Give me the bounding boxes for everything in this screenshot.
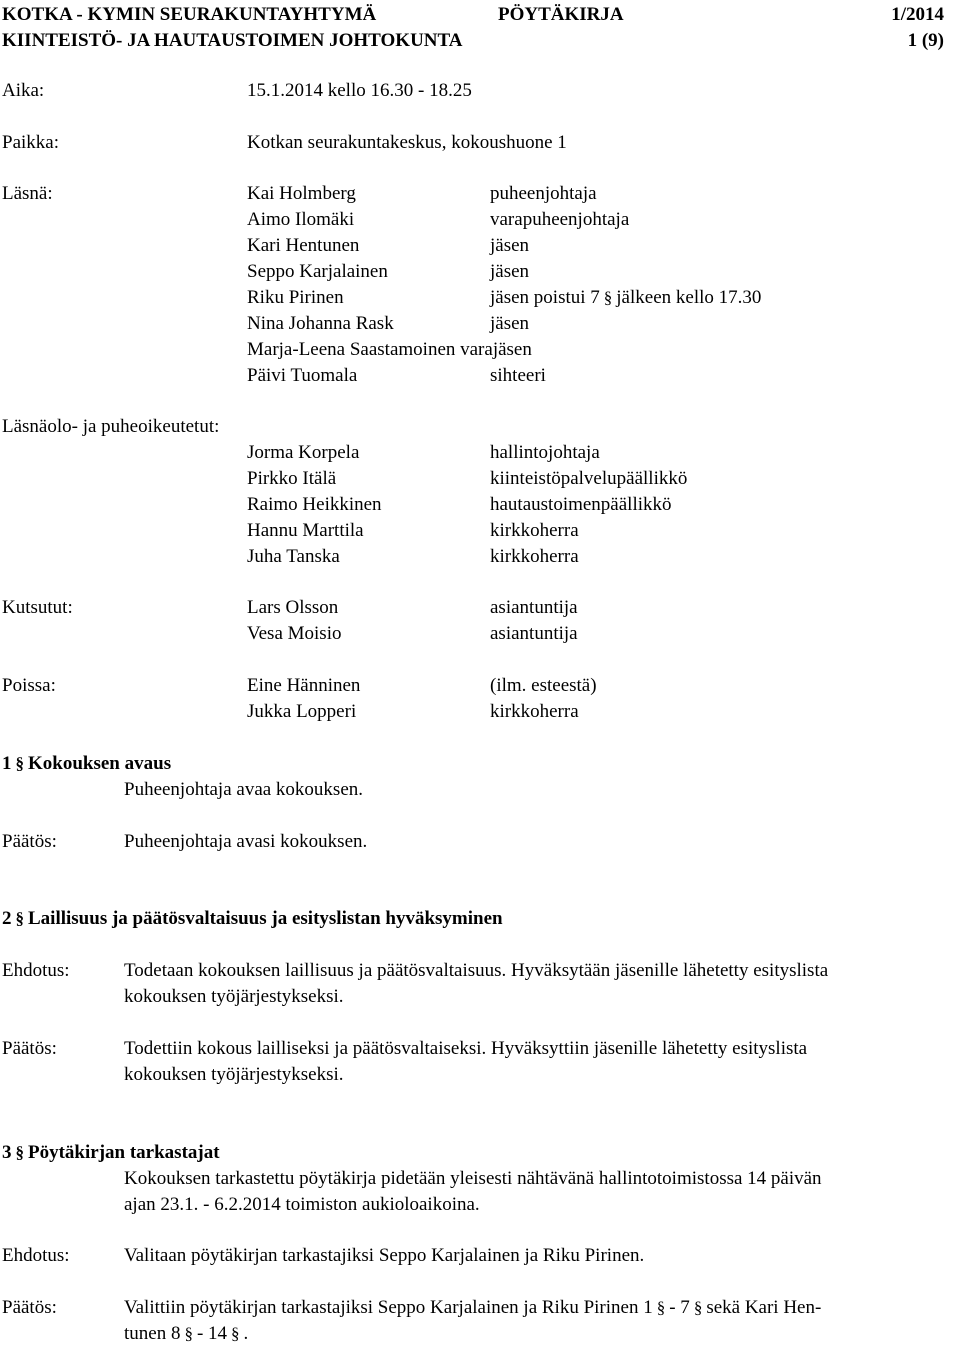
decision-text: sekä Kari Hen-: [706, 1297, 822, 1318]
attendee-role-note: [490, 285, 761, 311]
section-2-decision-line-2: kokouksen työjärjestykseksi.: [124, 1064, 344, 1085]
section-symbol: §: [15, 754, 24, 773]
header-doc-type: PÖYTÄKIRJA: [498, 4, 624, 25]
section-1-heading: [2, 751, 171, 777]
paikka-label: Paikka:: [2, 132, 59, 153]
section-number: 1: [2, 753, 12, 774]
section-2-proposal-line-2: kokouksen työjärjestykseksi.: [124, 986, 344, 1007]
header-org: KOTKA - KYMIN SEURAKUNTAYHTYMÄ: [2, 4, 377, 25]
attendee-name: Nina Johanna Rask: [247, 313, 394, 334]
section-symbol: §: [15, 1143, 24, 1162]
ehdotus-label: Ehdotus:: [2, 960, 70, 981]
absent-name: Jukka Lopperi: [247, 701, 357, 722]
attendee-name: Riku Pirinen: [247, 287, 344, 308]
participant-name: Raimo Heikkinen: [247, 494, 382, 515]
decision-text: Valittiin pöytäkirjan tarkastajiksi Seppo Karjalainen ja Riku Pirinen 1: [124, 1297, 653, 1318]
participant-role: kirkkoherra: [490, 546, 579, 567]
header-issue: 1/2014: [891, 4, 944, 25]
decision-text: - 14: [196, 1323, 228, 1344]
section-3-text-line-1: Kokouksen tarkastettu pöytäkirja pidetään yleisesti nähtävänä hallintotoimistossa 14 päivän: [124, 1168, 822, 1189]
attendee-name: Päivi Tuomala: [247, 365, 358, 386]
participant-name: Hannu Marttila: [247, 520, 364, 541]
section-title: Pöytäkirjan tarkastajat: [28, 1142, 220, 1163]
decision-text: tunen 8: [124, 1323, 181, 1344]
participant-name: Juha Tanska: [247, 546, 340, 567]
participant-role: hallintojohtaja: [490, 442, 600, 463]
attendee-role: jäsen: [490, 261, 530, 282]
section-symbol: §: [603, 288, 613, 307]
attendee-name: Aimo Ilomäki: [247, 209, 355, 230]
attendee-role: jäsen poistui 7: [490, 287, 600, 308]
paatos-label: Päätös:: [2, 1038, 57, 1059]
header-board: KIINTEISTÖ- JA HAUTAUSTOIMEN JOHTOKUNTA: [2, 30, 463, 51]
section-number: 3: [2, 1142, 12, 1163]
absent-note: (ilm. esteestä): [490, 675, 597, 696]
section-symbol: §: [231, 1324, 240, 1343]
paatos-label: Päätös:: [2, 831, 57, 852]
section-title: Kokouksen avaus: [28, 753, 172, 774]
absent-name: Eine Hänninen: [247, 675, 361, 696]
section-number: 2: [2, 908, 12, 929]
section-symbol: §: [693, 1298, 703, 1317]
guest-name: Vesa Moisio: [247, 623, 342, 644]
section-2-decision-line-1: Todettiin kokous lailliseksi ja päätösvaltaiseksi. Hyväksyttiin jäsenille lähetetty esityslista: [124, 1038, 808, 1059]
aika-label: Aika:: [2, 80, 45, 101]
section-symbol: §: [184, 1324, 193, 1343]
section-symbol: §: [656, 1298, 666, 1317]
attendee-name: Seppo Karjalainen: [247, 261, 388, 282]
attendee-name: Kari Hentunen: [247, 235, 360, 256]
attendee-role-after: jälkeen kello 17.30: [616, 287, 762, 308]
attendee-role: jäsen: [490, 235, 530, 256]
paikka-value: Kotkan seurakuntakeskus, kokoushuone 1: [247, 132, 567, 153]
attendee-role: sihteeri: [490, 365, 546, 386]
participant-name: Jorma Korpela: [247, 442, 360, 463]
attendee-role: puheenjohtaja: [490, 183, 597, 204]
attendee-name: Kai Holmberg: [247, 183, 356, 204]
section-2-proposal-line-1: Todetaan kokouksen laillisuus ja päätösvaltaisuus. Hyväksytään jäsenille lähetetty esityslista: [124, 960, 829, 981]
kutsutut-label: Kutsutut:: [2, 597, 73, 618]
section-3-decision-line-2: [124, 1321, 248, 1347]
section-2-heading: [2, 906, 503, 932]
aika-value: 15.1.2014 kello 16.30 - 18.25: [247, 80, 472, 101]
lasnaolo-label: Läsnäolo- ja puheoikeutetut:: [2, 416, 220, 437]
section-3-text-line-2: ajan 23.1. - 6.2.2014 toimiston aukioloaikoina.: [124, 1194, 480, 1215]
section-symbol: §: [15, 909, 24, 928]
section-3-proposal: Valitaan pöytäkirjan tarkastajiksi Seppo Karjalainen ja Riku Pirinen.: [124, 1245, 645, 1266]
guest-role: asiantuntija: [490, 597, 578, 618]
paatos-label: Päätös:: [2, 1297, 57, 1318]
section-3-heading: [2, 1140, 220, 1166]
section-title: Laillisuus ja päätösvaltaisuus ja esityslistan hyväksyminen: [28, 908, 503, 929]
attendee-role: varapuheenjohtaja: [490, 209, 630, 230]
decision-text: .: [243, 1323, 249, 1344]
guest-role: asiantuntija: [490, 623, 578, 644]
ehdotus-label: Ehdotus:: [2, 1245, 70, 1266]
lasna-label: Läsnä:: [2, 183, 53, 204]
header-page-number: 1 (9): [907, 30, 944, 51]
participant-role: kirkkoherra: [490, 520, 579, 541]
guest-name: Lars Olsson: [247, 597, 339, 618]
absent-note: kirkkoherra: [490, 701, 579, 722]
participant-name: Pirkko Itälä: [247, 468, 337, 489]
section-3-decision-line-1: [124, 1295, 821, 1321]
attendee-name: Marja-Leena Saastamoinen varajäsen: [247, 339, 532, 360]
attendee-role: jäsen: [490, 313, 530, 334]
section-1-decision: Puheenjohtaja avasi kokouksen.: [124, 831, 368, 852]
participant-role: hautaustoimenpäällikkö: [490, 494, 672, 515]
section-1-text: Puheenjohtaja avaa kokouksen.: [124, 779, 364, 800]
decision-text: - 7: [669, 1297, 690, 1318]
participant-role: kiinteistöpalvelupäällikkö: [490, 468, 688, 489]
poissa-label: Poissa:: [2, 675, 56, 696]
